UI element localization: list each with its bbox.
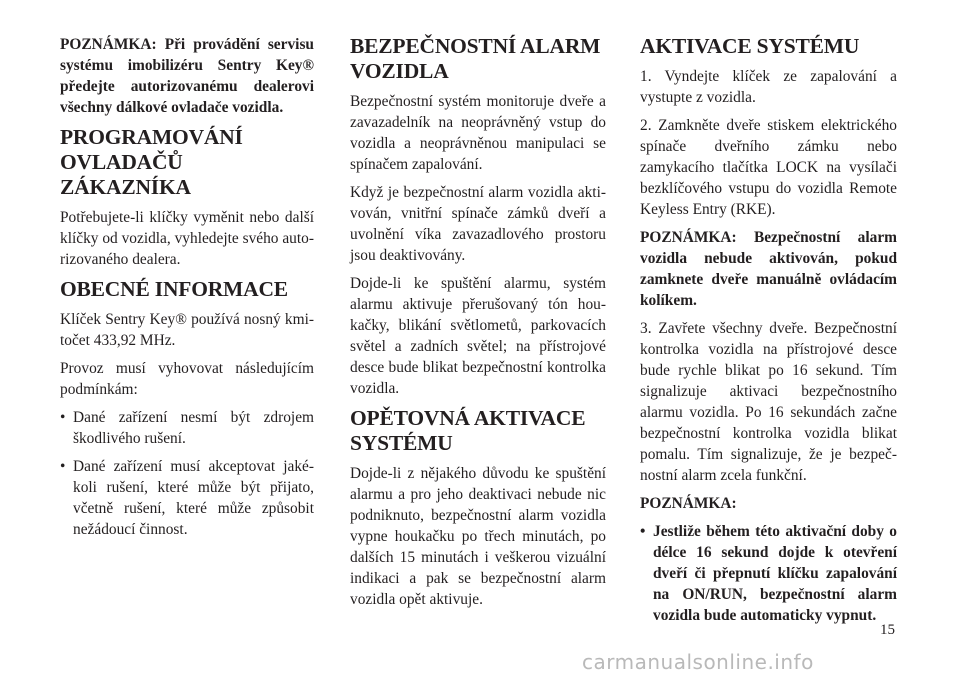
page-number: 15 (880, 622, 895, 638)
note-heading: POZNÁMKA: (640, 495, 737, 512)
paragraph-alarm-monitor: Bezpečnostní systém monitoruje dveře a zavazadelník na neoprávněný vstup do vozidla a neoprávněnou manipulaci se spínačem zapalování. (350, 93, 606, 173)
heading-rearm: OPĚTOVNÁ AKTIVACE SYSTÉMU (350, 406, 586, 455)
paragraph-alarm-activated: Když je bezpečnostní alarm vozidla aktivován, vnitřní spínače zámků dveří a uvolnění víka zavazadlového prostoru jsou deaktivovány. (350, 184, 606, 264)
paragraph-conditions: Provoz musí vyhovovat následujícím podmínkám: (60, 360, 314, 398)
paragraph-frequency: Klíček Sentry Key® používá nosný kmitočet 433,92 MHz. (60, 311, 314, 349)
list-item: • Jestliže během této aktivační doby o délce 16 sekund dojde k otevření dveří či přepnutí klíčku zapalování na ON/RUN, bezpečnostní alarm vozidla bude automaticky vypnut. (640, 523, 897, 624)
paragraph-rearm: Dojde-li z nějakého důvodu ke spuštění alarmu a pro jeho deaktivaci nebude nic podniknuto, bezpečnostní alarm vozidla vypne houkačku po třech minutách, po dalších 15 minutách i veškerou vizuální indikaci a pak se bezpečnostní alarm vozidla opět aktivuje. (350, 465, 606, 608)
column-left (60, 34, 314, 547)
column-middle (350, 34, 606, 617)
paragraph-alarm-triggered: Dojde-li ke spuštění alarmu, systém alarmu aktivuje přerušovaný tón houkačky, blikání světlometů, parkovacích světel a zadních světel; na přístrojové desce bude blikat bezpečnostní kontrolka vozidla. (350, 275, 606, 397)
heading-programming: PROGRAMOVÁNÍ OVLADAČŮ ZÁKAZNÍKA (60, 125, 243, 199)
heading-system-activation: AKTIVACE SYSTÉMU (640, 34, 860, 58)
heading-general-info: OBECNÉ INFORMACE (60, 277, 288, 301)
watermark-text: carmanualsonline.info (582, 650, 814, 674)
list-item: • Dané zařízení nesmí být zdrojem škodlivého rušení. (60, 409, 314, 447)
step-2: 2. Zamkněte dveře stiskem elektrického spínače dveřního zámku nebo zamykacího tlačítka LOCK na vysílači bezklíčového vstupu do vozidla Remote Keyless Entry (RKE). (640, 117, 897, 218)
heading-security-alarm: BEZPEČNOSTNÍ ALARM VOZIDLA (350, 34, 601, 83)
step-3: 3. Zavřete všechny dveře. Bezpečnostní kontrolka vozidla na přístrojové desce bude rychle blikat po 16 sekund. Tím signalizuje aktivaci bezpečnostního alarmu vozidla. Po 16 sekundách začne bezpečnostní kontrolka vozidla blikat pomalu. Tím signalizuje, že je bezpečnostní alarm zcela funkční. (640, 320, 897, 484)
paragraph-programming: Potřebujete-li klíčky vyměnit nebo další klíčky od vozidla, vyhledejte svého autorizovaného dealera. (60, 209, 314, 268)
note-list (640, 521, 897, 626)
step-1: 1. Vyndejte klíček ze zapalování a vystupte z vozidla. (640, 68, 897, 106)
list-item: • Dané zařízení musí akceptovat jakékoli rušení, které může být přijato, včetně rušení, které může způsobit nežádoucí činnost. (60, 458, 314, 538)
note-manual-lock: POZNÁMKA: Bezpečnostní alarm vozidla nebude aktivován, pokud zamknete dveře manuálně ovládacím kolíkem. (640, 229, 897, 309)
note-immobilizer: POZNÁMKA: Při provádění servisu systému imobilizéru Sentry Key® předejte autorizovanému dealerovi všechny dálkové ovladače vozidla. (60, 36, 314, 116)
column-right (640, 34, 897, 633)
conditions-list (60, 407, 314, 540)
